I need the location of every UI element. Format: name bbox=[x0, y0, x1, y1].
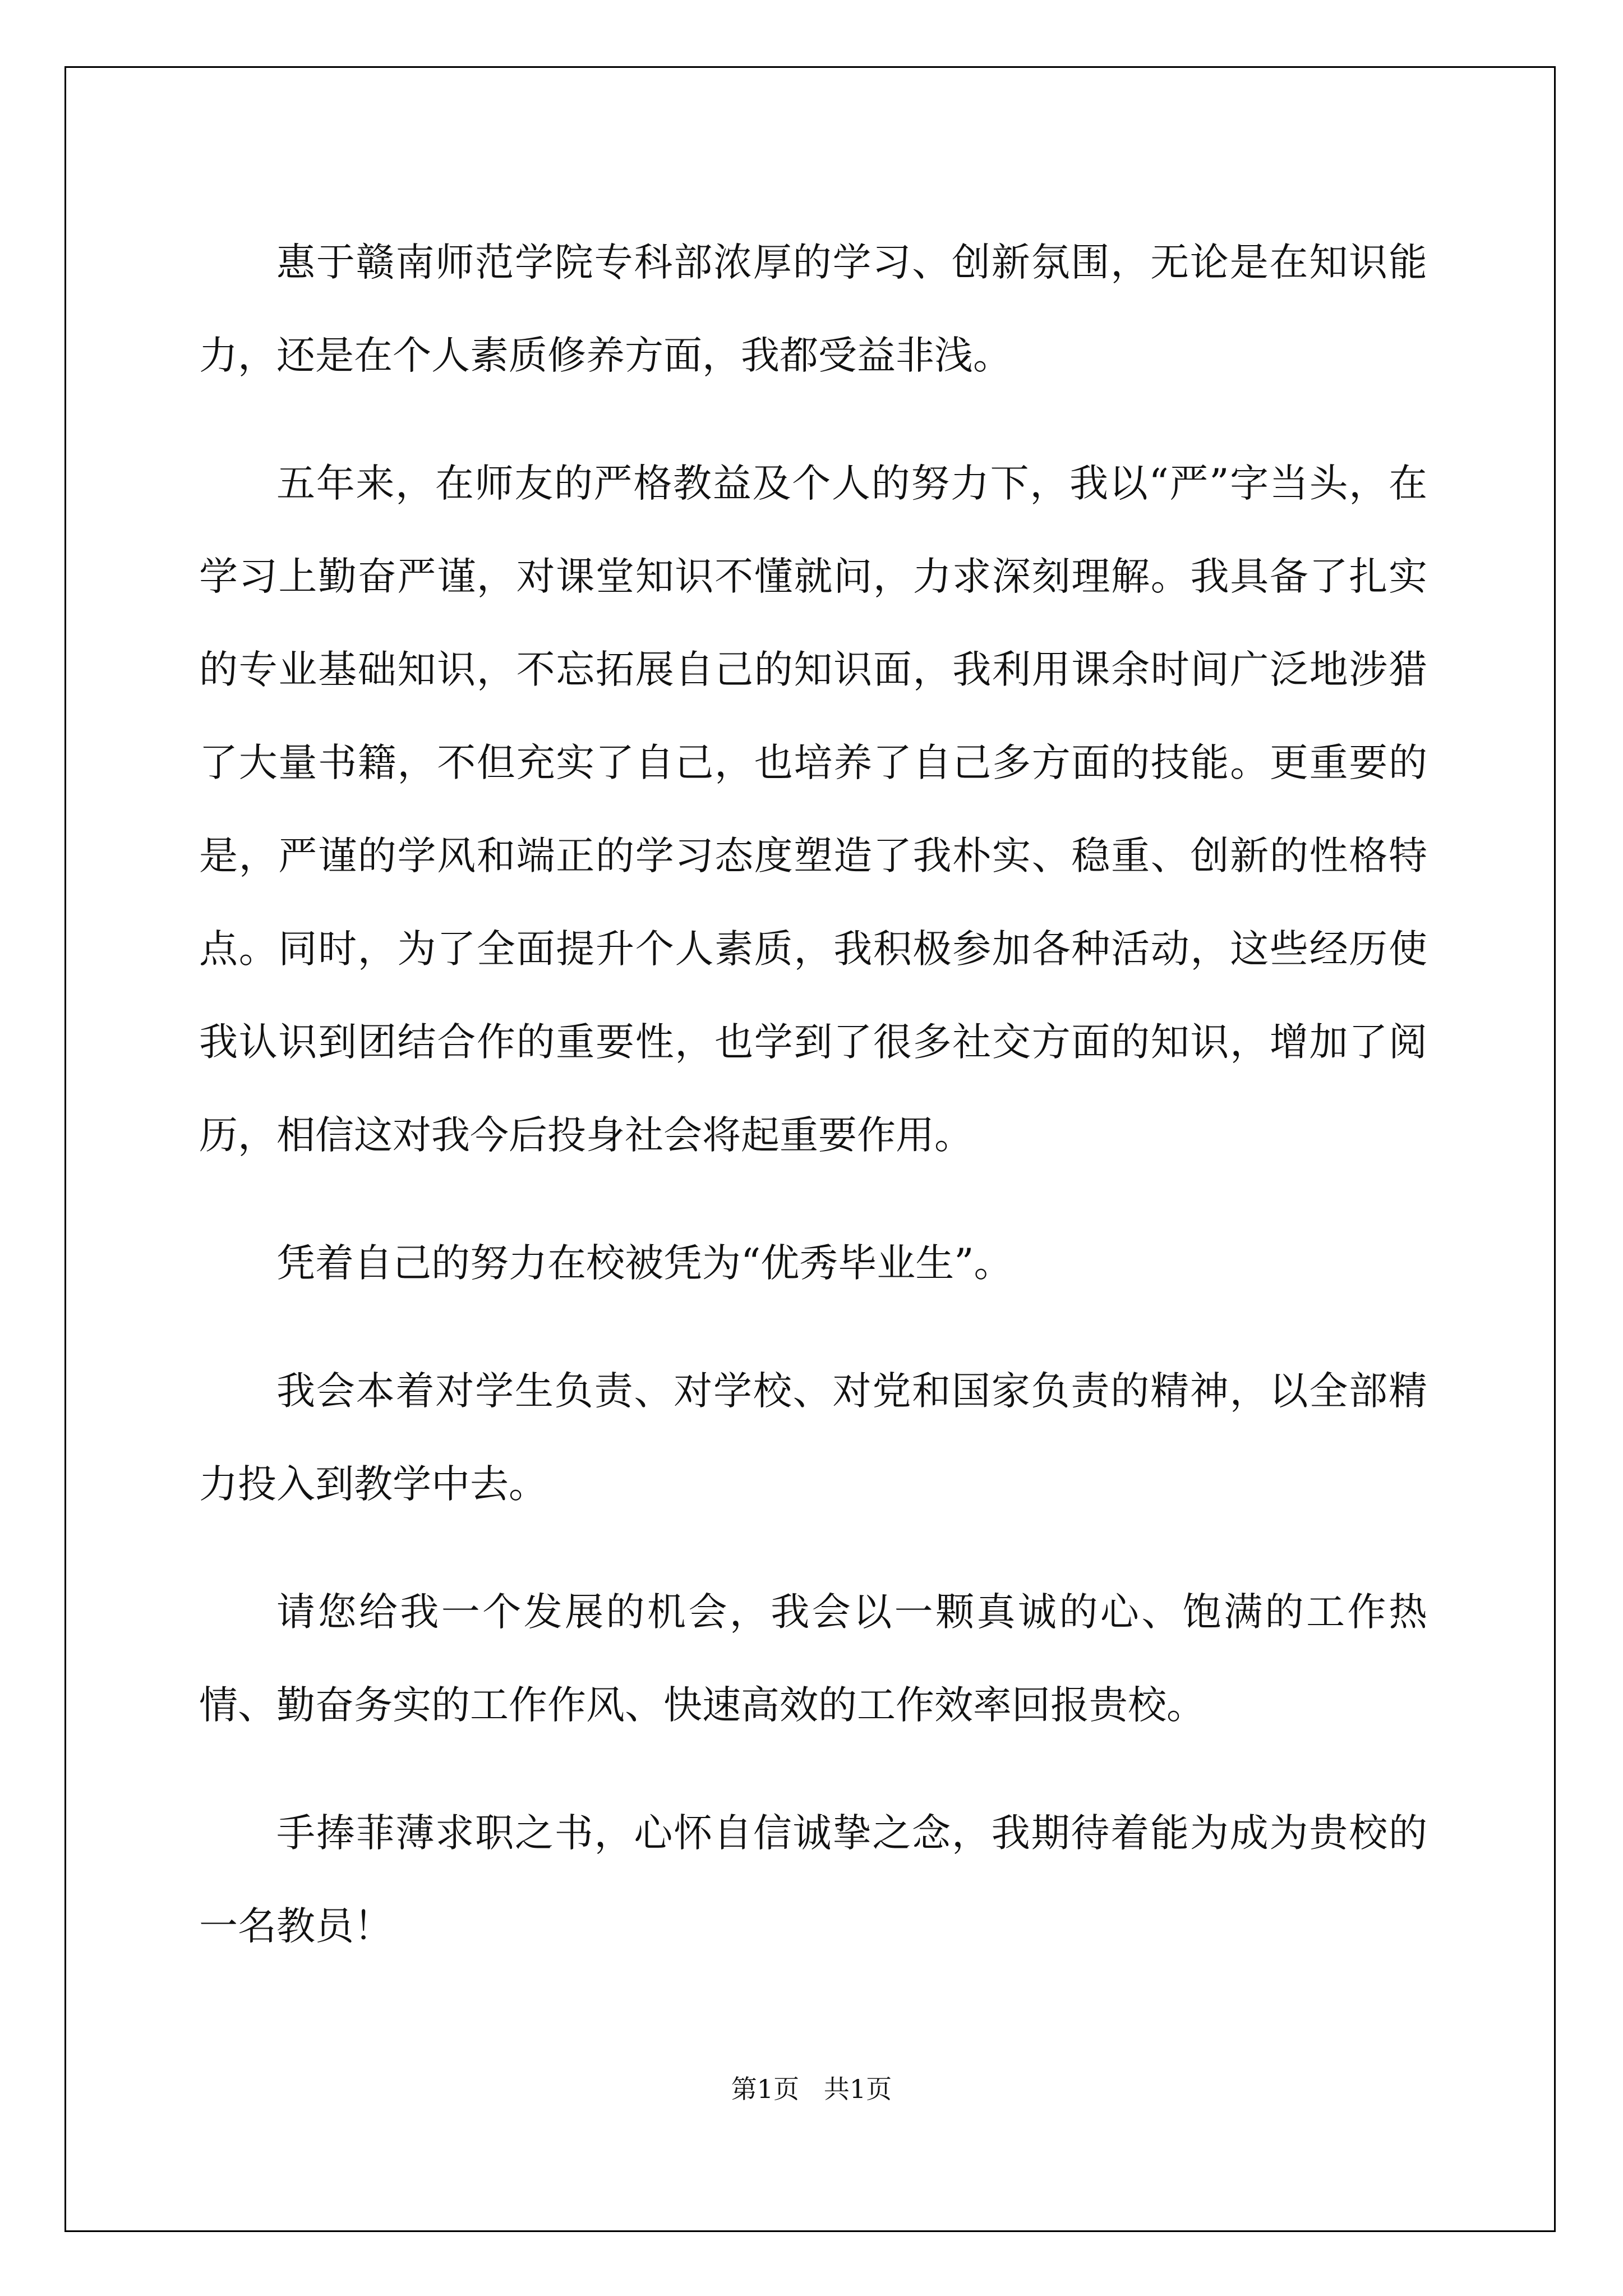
paragraph-3: 凭着自己的努力在校被凭为“优秀毕业生”。 bbox=[276, 1241, 1013, 1286]
page-footer-number: 第1页 共1页 bbox=[731, 2074, 892, 2104]
paragraph-6: 手捧菲薄求职之书，心怀自信诚挚之念，我期待着能为成为贵校的一名教员！ bbox=[199, 1811, 1427, 1949]
paragraph-4: 我会本着对学生负责、对学校、对党和国家负责的精神，以全部精力投入到教学中去。 bbox=[199, 1369, 1427, 1507]
document-body bbox=[199, 216, 1427, 2008]
paragraph-1: 惠于赣南师范学院专科部浓厚的学习、创新氛围，无论是在知识能力，还是在个人素质修养方面，我都受益非浅。 bbox=[199, 240, 1427, 378]
paragraph-2: 五年来，在师友的严格教益及个人的努力下，我以“严”字当头，在学习上勤奋严谨，对课堂知识不懂就问，力求深刻理解。我具备了扎实的专业基础知识，不忘拓展自己的知识面，我利用课余时间广泛地涉猎了大量书籍，不但充实了自己，也培养了自己多方面的技能。更重要的是，严谨的学风和端正的学习态度塑造了我朴实、稳重、创新的性格特点。同时，为了全面提升个人素质，我积极参加各种活动，这些经历使我认识到团结合作的重要性，也学到了很多社交方面的知识，增加了阅历，相信这对我今后投身社会将起重要作用。 bbox=[199, 461, 1427, 1158]
paragraph-5: 请您给我一个发展的机会，我会以一颗真诚的心、饱满的工作热情、勤奋务实的工作作风、快速高效的工作效率回报贵校。 bbox=[199, 1590, 1427, 1728]
